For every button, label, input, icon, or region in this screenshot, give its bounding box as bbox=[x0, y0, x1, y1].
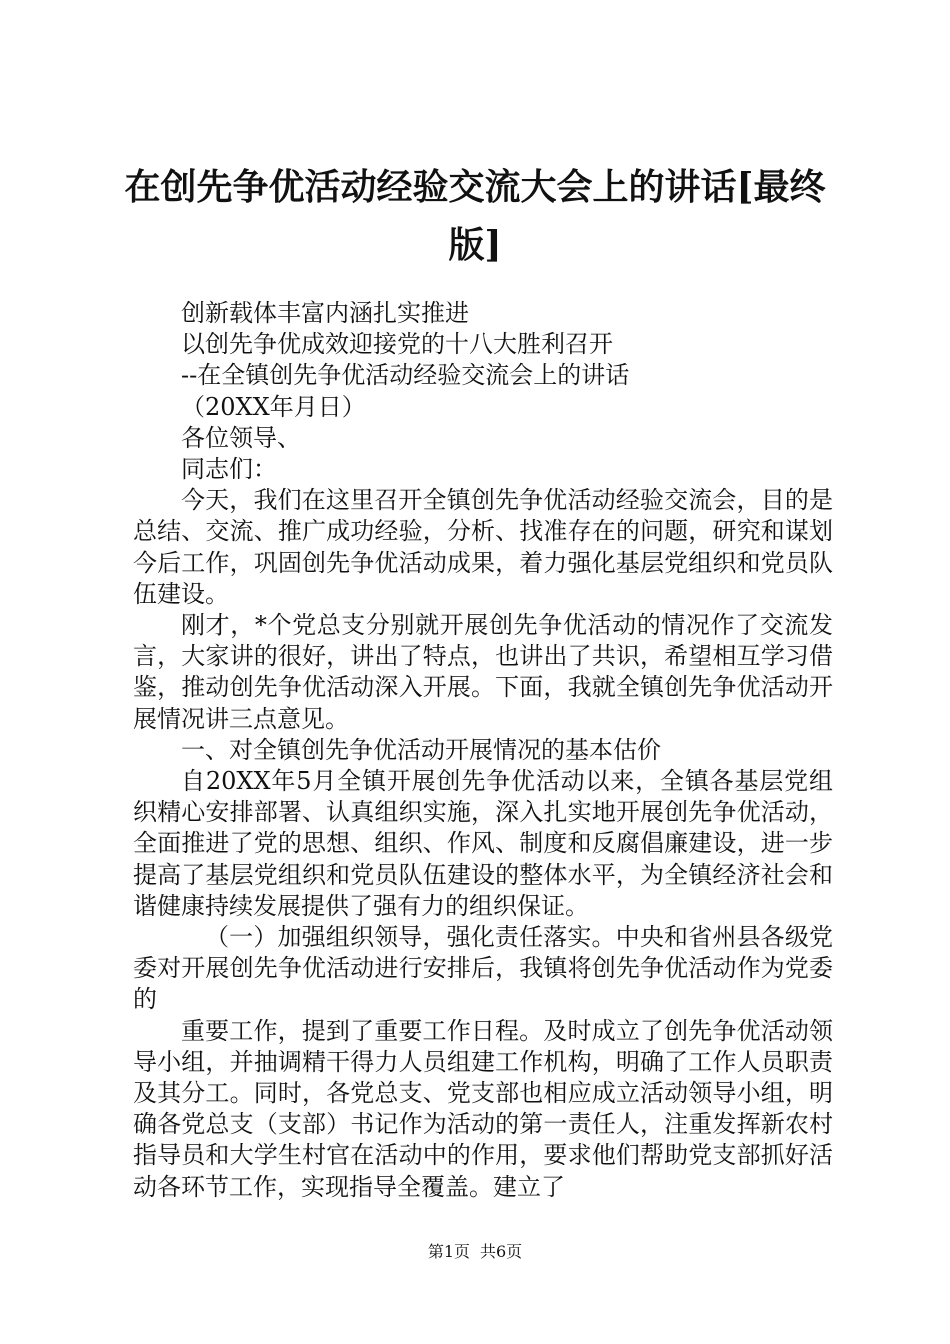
body-paragraph: （一）加强组织领导，强化责任落实。中央和省州县各级党委对开展创先争优活动进行安排后，我镇将创先争优活动作为党委的 bbox=[133, 923, 833, 1014]
page-footer bbox=[0, 1242, 950, 1262]
body-paragraph: 今天，我们在这里召开全镇创先争优活动经验交流会，目的是总结、交流、推广成功经验，分析、找准存在的问题，研究和谋划今后工作，巩固创先争优活动成果，着力强化基层党组织和党员队伍建设。 bbox=[133, 486, 833, 608]
document-title: 在创先争优活动经验交流大会上的讲话[最终版] bbox=[124, 166, 826, 266]
body-paragraph: 自20XX年5月全镇开展创先争优活动以来，全镇各基层党组织精心安排部署、认真组织实施，深入扎实地开展创先争优活动，全面推进了党的思想、组织、作风、制度和反腐倡廉建设，进一步提高了基层党组织和党员队伍建设的整体水平，为全镇经济社会和谐健康持续发展提供了强有力的组织保证。 bbox=[133, 767, 833, 920]
subtitle-line: 创新载体丰富内涵扎实推进 bbox=[181, 299, 469, 327]
body-paragraph: 刚才，*个党总支分别就开展创先争优活动的情况作了交流发言，大家讲的很好，讲出了特点，也讲出了共识，希望相互学习借鉴，推动创先争优活动深入开展。下面，我就全镇创先争优活动开展情况讲三点意见。 bbox=[133, 611, 833, 733]
page-total: 共6页 bbox=[480, 1242, 523, 1261]
body-paragraph: 重要工作，提到了重要工作日程。及时成立了创先争优活动领导小组，并抽调精干得力人员组建工作机构，明确了工作人员职责及其分工。同时，各党总支、党支部也相应成立活动领导小组，明确各党总支（支部）书记作为活动的第一责任人，注重发挥新农村指导员和大学生村官在活动中的作用，要求他们帮助党支部抓好活动各环节工作，实现指导全覆盖。建立了 bbox=[133, 1016, 833, 1201]
salutation-line: 各位领导、 bbox=[181, 423, 301, 452]
salutation-line: 同志们： bbox=[181, 455, 277, 484]
date-line: （20XX年月日） bbox=[181, 392, 366, 421]
page-number: 第1页 bbox=[427, 1242, 470, 1261]
document-body bbox=[133, 298, 833, 1203]
subtitle-line: 以创先争优成效迎接党的十八大胜利召开 bbox=[181, 330, 613, 359]
section-heading: 一、对全镇创先争优活动开展情况的基本估价 bbox=[181, 735, 661, 764]
subtitle-line: --在全镇创先争优活动经验交流会上的讲话 bbox=[181, 361, 630, 390]
